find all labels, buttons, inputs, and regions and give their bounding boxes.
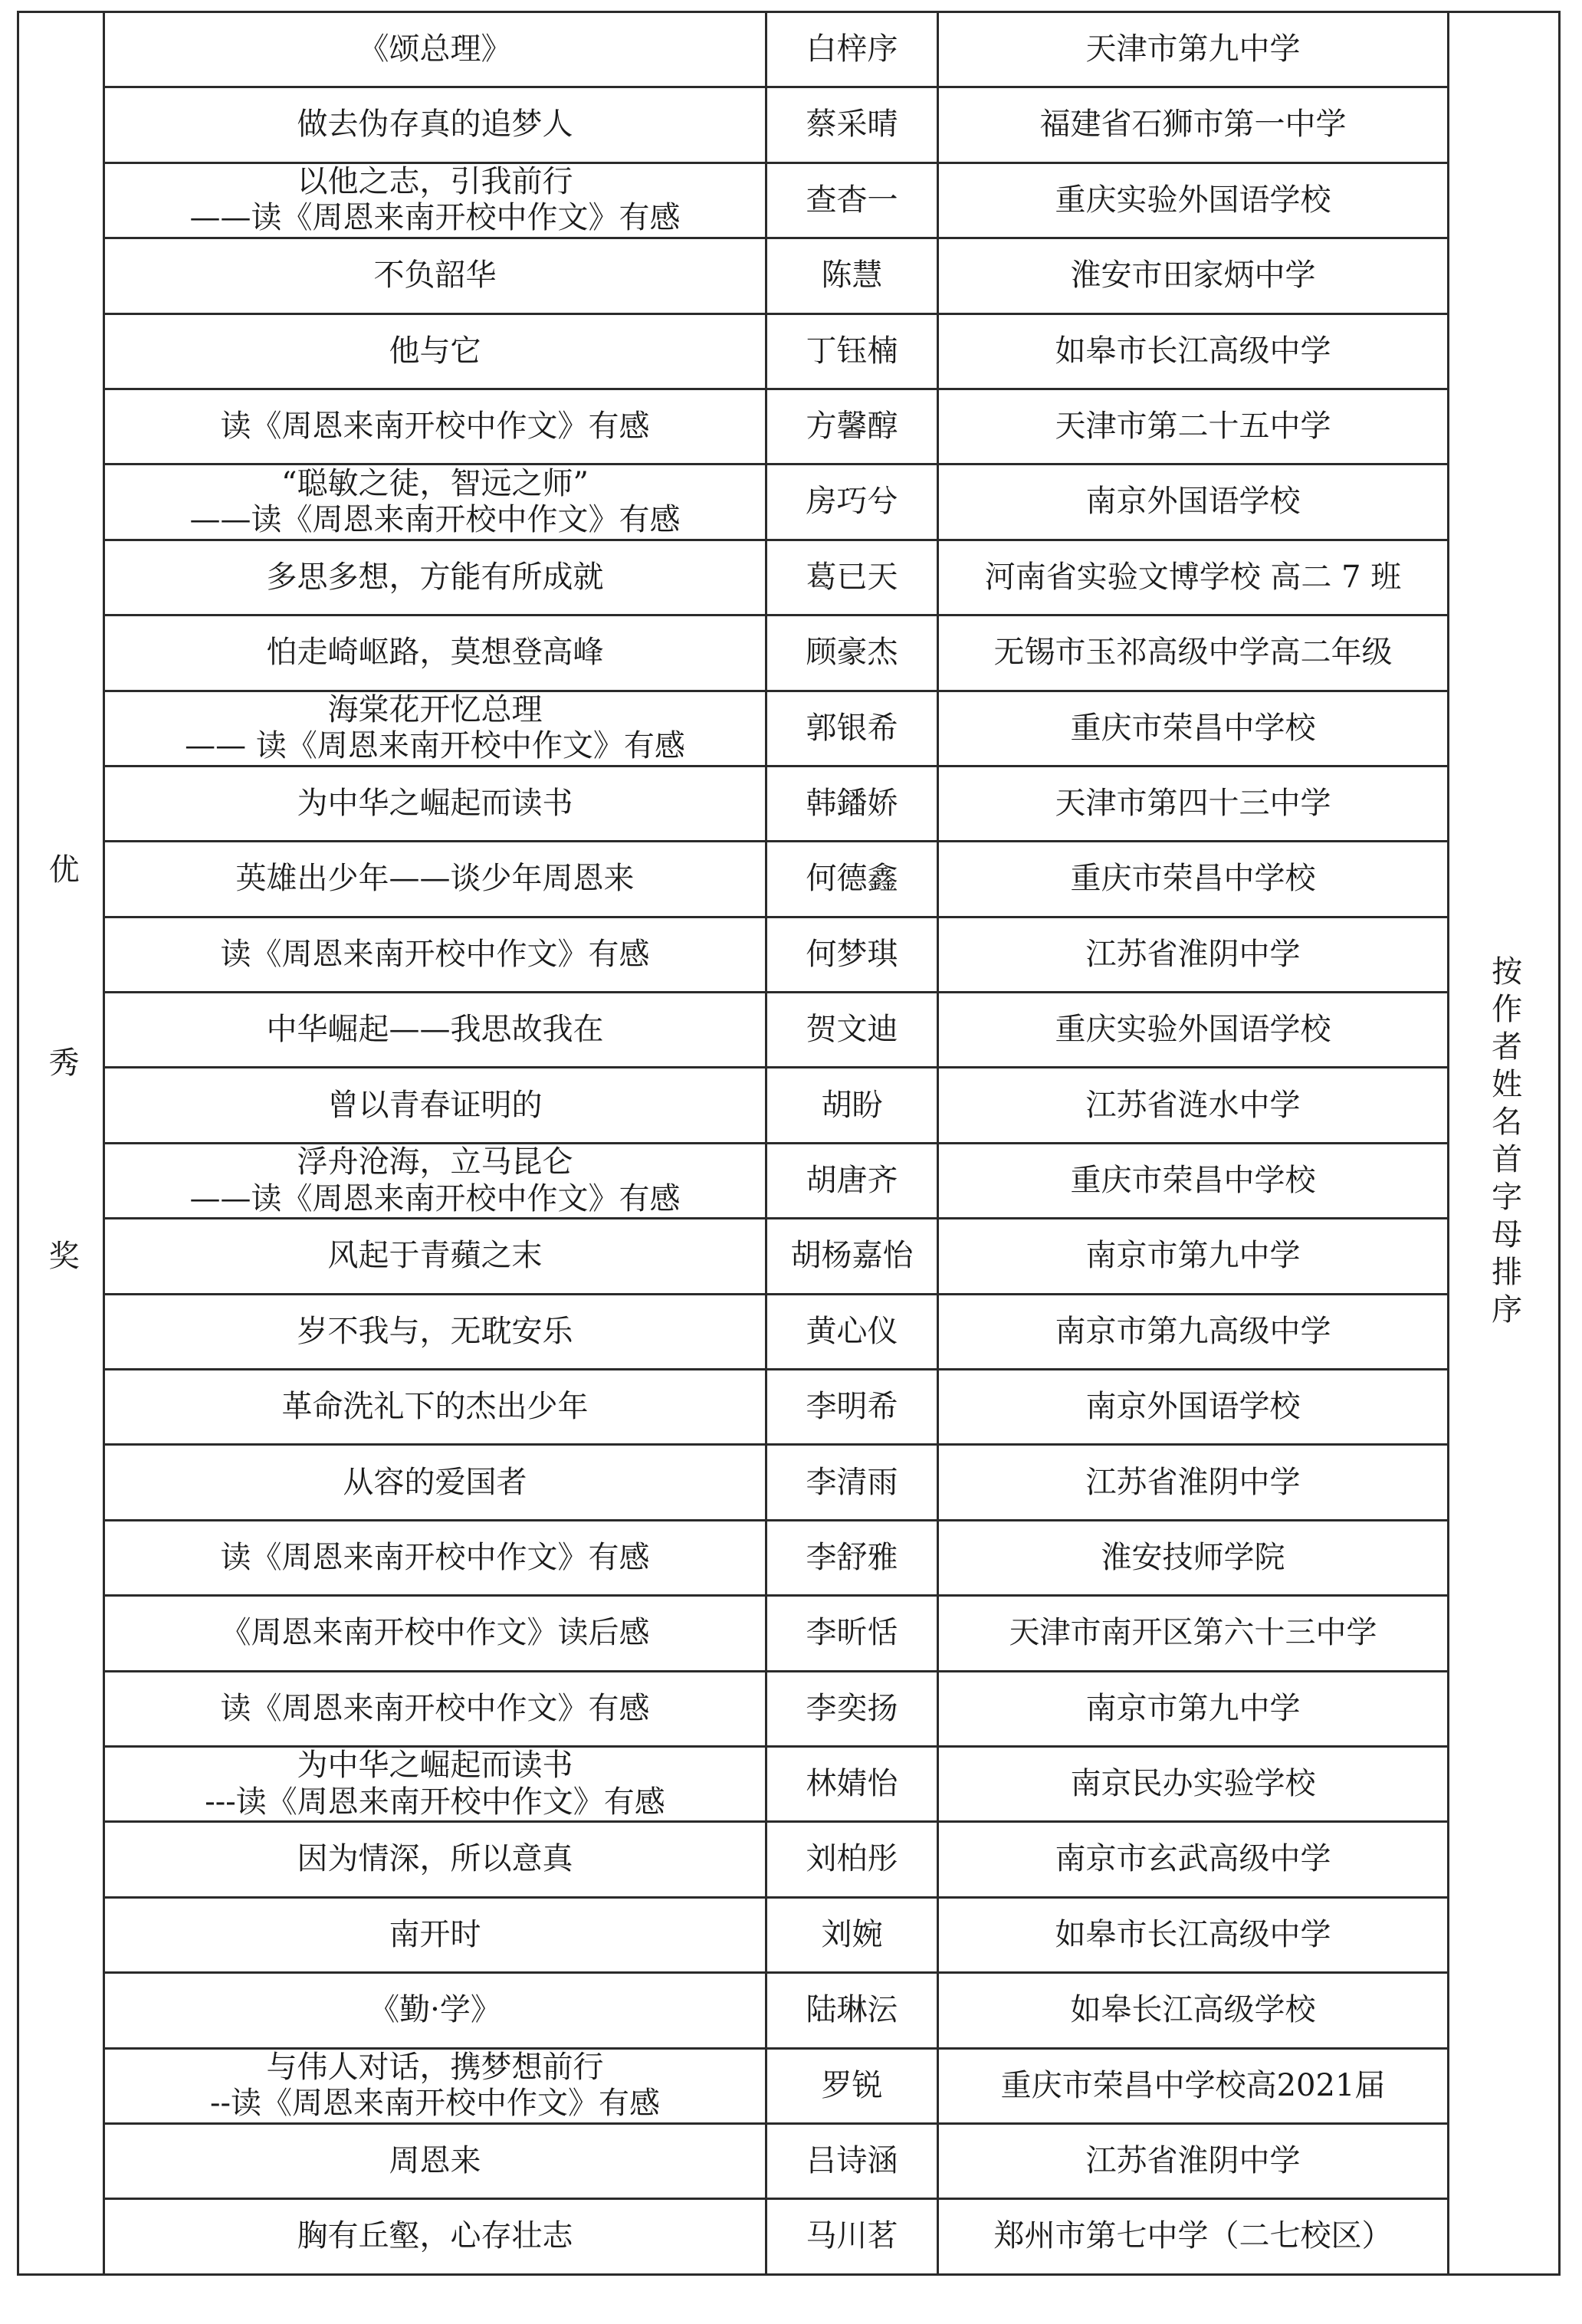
essay-title: 读《周恩来南开校中作文》有感: [220, 936, 650, 972]
table-row: [18, 2199, 1560, 2274]
author-name: 刘婉: [766, 1897, 938, 1972]
author-name: 李昕恬: [766, 1596, 938, 1671]
author-name: 丁钰楠: [766, 313, 938, 389]
essay-title: 革命洗礼下的杰出少年: [281, 1389, 589, 1425]
table-row: [18, 993, 1560, 1068]
essay-title: 《周恩来南开校中作文》读后感: [220, 1615, 650, 1651]
table-row: [18, 12, 1560, 87]
essay-title: 读《周恩来南开校中作文》有感: [220, 1690, 650, 1726]
essay-title: 读《周恩来南开校中作文》有感: [220, 409, 650, 445]
award-category-cell: [18, 12, 104, 2275]
essay-title-cell: [104, 993, 766, 1068]
essay-title: 怕走崎岖路，莫想登高峰: [266, 635, 604, 671]
table-row: [18, 1068, 1560, 1143]
author-name: 李清雨: [766, 1445, 938, 1520]
author-name: 白梓序: [766, 12, 938, 87]
school-name: 天津市第四十三中学: [938, 766, 1449, 841]
essay-title: “聪敏之徒，智远之师”: [281, 465, 589, 501]
table-row: [18, 162, 1560, 238]
essay-title: 与伟人对话，携梦想前行: [266, 2050, 604, 2086]
essay-subtitle: ---读《周恩来南开校中作文》有感: [205, 1784, 665, 1820]
author-name: 郭银希: [766, 691, 938, 766]
essay-title: 因为情深，所以意真: [297, 1841, 573, 1877]
essay-title-cell: [104, 1520, 766, 1595]
sort-note-label: 按作者姓名首字母排序: [1486, 955, 1522, 1331]
school-name: 江苏省淮阴中学: [938, 1445, 1449, 1520]
essay-title: 胸有丘壑，心存壮志: [297, 2218, 573, 2254]
author-name: 韩鐇娇: [766, 766, 938, 841]
award-list-body: [18, 12, 1560, 2275]
school-name: 如皋市长江高级中学: [938, 313, 1449, 389]
essay-title-cell: [104, 540, 766, 615]
essay-title: 读《周恩来南开校中作文》有感: [220, 1539, 650, 1575]
school-name: 重庆实验外国语学校: [938, 993, 1449, 1068]
author-name: 房巧兮: [766, 464, 938, 540]
school-name: 重庆市荣昌中学校: [938, 691, 1449, 766]
school-name: 南京民办实验学校: [938, 1746, 1449, 1821]
essay-title: 不负韶华: [373, 258, 497, 294]
essay-title-cell: [104, 1370, 766, 1445]
school-name: 天津市南开区第六十三中学: [938, 1596, 1449, 1671]
school-name: 郑州市第七中学（二七校区）: [938, 2199, 1449, 2274]
school-name: 南京外国语学校: [938, 464, 1449, 540]
author-name: 刘柏彤: [766, 1822, 938, 1897]
table-row: [18, 1897, 1560, 1972]
school-name: 南京市第九中学: [938, 1671, 1449, 1746]
essay-title-cell: [104, 1596, 766, 1671]
table-row: [18, 1143, 1560, 1218]
school-name: 无锡市玉祁高级中学高二年级: [938, 615, 1449, 691]
school-name: 南京市玄武高级中学: [938, 1822, 1449, 1897]
author-name: 吕诗涵: [766, 2123, 938, 2198]
essay-title: 《勤·学》: [369, 1992, 501, 2028]
author-name: 黄心仪: [766, 1294, 938, 1369]
author-name: 李奕扬: [766, 1671, 938, 1746]
essay-title-cell: [104, 1143, 766, 1218]
table-row: [18, 2048, 1560, 2123]
author-name: 马川茗: [766, 2199, 938, 2274]
author-name: 林婧怡: [766, 1746, 938, 1821]
author-name: 葛已天: [766, 540, 938, 615]
essay-title: 中华崛起——我思故我在: [266, 1012, 604, 1048]
author-name: 胡盼: [766, 1068, 938, 1143]
award-list-table: [17, 11, 1561, 2276]
essay-title-cell: [104, 1219, 766, 1294]
author-name: 罗锐: [766, 2048, 938, 2123]
essay-title-cell: [104, 842, 766, 917]
essay-subtitle: ——读《周恩来南开校中作文》有感: [189, 200, 681, 236]
table-row: [18, 917, 1560, 992]
essay-title: 岁不我与，无耽安乐: [297, 1313, 573, 1349]
school-name: 南京外国语学校: [938, 1370, 1449, 1445]
table-row: [18, 1219, 1560, 1294]
essay-title-cell: [104, 1445, 766, 1520]
essay-title-cell: [104, 2199, 766, 2274]
author-name: 蔡采晴: [766, 87, 938, 162]
author-name: 贺文迪: [766, 993, 938, 1068]
essay-title-cell: [104, 1973, 766, 2048]
essay-title: 风起于青蘋之末: [327, 1238, 543, 1274]
table-row: [18, 1746, 1560, 1821]
essay-title: 曾以青春证明的: [327, 1087, 543, 1123]
school-name: 淮安市田家炳中学: [938, 238, 1449, 313]
school-name: 重庆实验外国语学校: [938, 162, 1449, 238]
essay-subtitle: ——读《周恩来南开校中作文》有感: [189, 502, 681, 538]
essay-subtitle: --读《周恩来南开校中作文》有感: [209, 2086, 661, 2122]
essay-title: 《颂总理》: [358, 31, 512, 67]
essay-title-cell: [104, 615, 766, 691]
essay-title-cell: [104, 1671, 766, 1746]
essay-title-cell: [104, 162, 766, 238]
school-name: 天津市第九中学: [938, 12, 1449, 87]
essay-title-cell: [104, 1294, 766, 1369]
essay-title: 海棠花开忆总理: [327, 692, 543, 728]
school-name: 重庆市荣昌中学校: [938, 1143, 1449, 1218]
table-row: [18, 1822, 1560, 1897]
table-row: [18, 540, 1560, 615]
essay-title-cell: [104, 389, 766, 464]
essay-title-cell: [104, 87, 766, 162]
essay-title-cell: [104, 2048, 766, 2123]
award-category-label: 优秀奖: [44, 853, 80, 1433]
school-name: 如皋市长江高级中学: [938, 1897, 1449, 1972]
essay-title-cell: [104, 12, 766, 87]
table-row: [18, 1370, 1560, 1445]
essay-title-cell: [104, 238, 766, 313]
sort-note-cell: [1449, 12, 1560, 2275]
table-row: [18, 691, 1560, 766]
essay-title: 以他之志，引我前行: [297, 164, 573, 200]
table-row: [18, 1520, 1560, 1595]
essay-title-cell: [104, 1897, 766, 1972]
essay-title: 多思多想，方能有所成就: [266, 559, 604, 595]
essay-title-cell: [104, 766, 766, 841]
school-name: 重庆市荣昌中学校: [938, 842, 1449, 917]
school-name: 淮安技师学院: [938, 1520, 1449, 1595]
essay-title-cell: [104, 2123, 766, 2198]
essay-title: 做去伪存真的追梦人: [297, 107, 573, 143]
table-row: [18, 464, 1560, 540]
table-row: [18, 1671, 1560, 1746]
school-name: 如皋长江高级学校: [938, 1973, 1449, 2048]
author-name: 陈慧: [766, 238, 938, 313]
essay-title: 英雄出少年——谈少年周恩来: [235, 861, 635, 897]
table-row: [18, 615, 1560, 691]
essay-title-cell: [104, 1746, 766, 1821]
school-name: 天津市第二十五中学: [938, 389, 1449, 464]
author-name: 胡杨嘉怡: [766, 1219, 938, 1294]
essay-title-cell: [104, 464, 766, 540]
essay-title-cell: [104, 313, 766, 389]
essay-subtitle: —— 读《周恩来南开校中作文》有感: [185, 728, 685, 764]
essay-title: 为中华之崛起而读书: [297, 786, 573, 821]
author-name: 李舒雅: [766, 1520, 938, 1595]
school-name: 南京市第九中学: [938, 1219, 1449, 1294]
school-name: 重庆市荣昌中学校高2021届: [938, 2048, 1449, 2123]
essay-title: 浮舟沧海，立马昆仑: [297, 1144, 573, 1180]
school-name: 河南省实验文博学校 高二 7 班: [938, 540, 1449, 615]
essay-title: 他与它: [389, 333, 481, 369]
essay-subtitle: ——读《周恩来南开校中作文》有感: [189, 1180, 681, 1216]
author-name: 胡唐齐: [766, 1143, 938, 1218]
essay-title: 为中华之崛起而读书: [297, 1748, 573, 1784]
table-row: [18, 1973, 1560, 2048]
essay-title-cell: [104, 691, 766, 766]
table-row: [18, 2123, 1560, 2198]
table-row: [18, 766, 1560, 841]
author-name: 陆琳沄: [766, 1973, 938, 2048]
essay-title-cell: [104, 917, 766, 992]
school-name: 江苏省涟水中学: [938, 1068, 1449, 1143]
table-row: [18, 389, 1560, 464]
school-name: 江苏省淮阴中学: [938, 2123, 1449, 2198]
essay-title: 从容的爱国者: [343, 1464, 527, 1500]
school-name: 福建省石狮市第一中学: [938, 87, 1449, 162]
table-row: [18, 842, 1560, 917]
author-name: 查杳一: [766, 162, 938, 238]
school-name: 江苏省淮阴中学: [938, 917, 1449, 992]
school-name: 南京市第九高级中学: [938, 1294, 1449, 1369]
table-row: [18, 1445, 1560, 1520]
essay-title: 南开时: [389, 1916, 481, 1952]
essay-title: 周恩来: [389, 2143, 481, 2179]
author-name: 何梦琪: [766, 917, 938, 992]
table-row: [18, 238, 1560, 313]
table-row: [18, 1294, 1560, 1369]
author-name: 何德鑫: [766, 842, 938, 917]
table-row: [18, 1596, 1560, 1671]
essay-title-cell: [104, 1822, 766, 1897]
author-name: 方馨醇: [766, 389, 938, 464]
table-row: [18, 87, 1560, 162]
table-row: [18, 313, 1560, 389]
author-name: 顾豪杰: [766, 615, 938, 691]
author-name: 李明希: [766, 1370, 938, 1445]
essay-title-cell: [104, 1068, 766, 1143]
